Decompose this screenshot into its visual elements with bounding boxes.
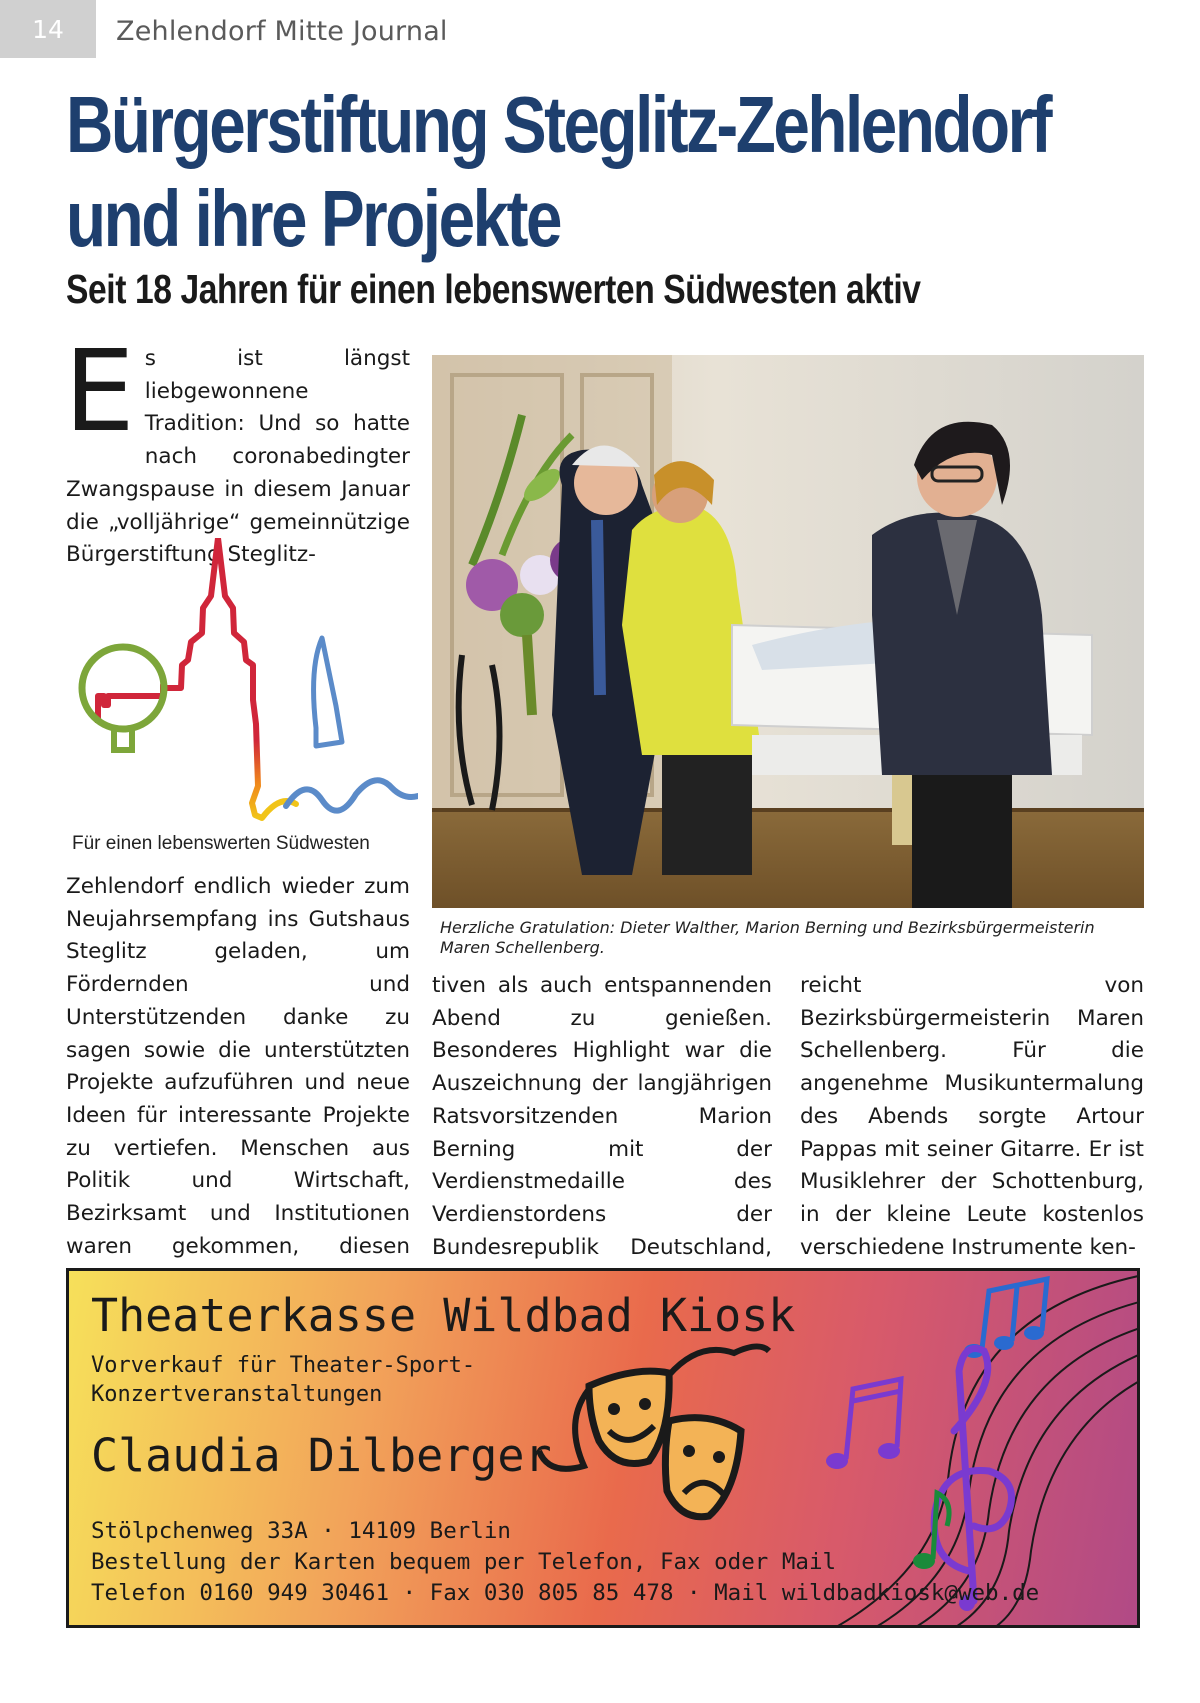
ad-contact-block [91,1516,1039,1609]
ad-contact-line: Telefon 0160 949 30461 · Fax 030 805 85 478 · Mail wildbadkiosk@web.de [91,1580,1040,1606]
ad-title: Theaterkasse Wildbad Kiosk [91,1289,796,1342]
article-subheadline: Seit 18 Jahren für einen lebenswerten Südwesten aktiv [66,266,921,312]
journal-title: Zehlendorf Mitte Journal [116,16,448,47]
theater-ticket-ad [66,1268,1140,1628]
ad-address: Stölpchenweg 33A · 14109 Berlin [91,1518,511,1544]
music-notes-purple-icon [826,1379,901,1469]
tower-outline-icon [98,538,296,818]
intro-text: s ist längst liebgewonnene Tradition: Und so hatte nach coronabedingter Zwangspause in diesem Januar die „volljährige“ gemeinnützige Bürgerstiftung Steglitz- [66,346,410,568]
photo-illustration [432,355,1144,908]
logo-caption: Für einen lebenswerten Südwesten [72,833,370,854]
article-column-3: reicht von Bezirksbürgermeisterin Maren Schellenberg. Für die angenehme Musikuntermalung des Abends sorgte Artour Pappas mit seiner Gitarre. Er ist Musiklehrer der Schottenburg, in der kleine Leute kostenlos verschiedene Instrumente ken- [800,973,1144,1260]
foundation-logo [60,538,418,848]
page-number: 14 [0,0,96,58]
ad-order-note: Bestellung der Karten bequem per Telefon, Fax oder Mail [91,1549,837,1575]
article-column-2: tiven als auch entspannenden Abend zu genießen. Besonderes Highlight war die Auszeichnung der langjährigen Ratsvorsitzenden Marion Berning mit der Verdienstmedaille des Verdienstordens der Bundesrepublik Deutschland, [432,973,772,1260]
headline-line-2: und ihre Projekte [66,174,561,263]
sailboat-icon [286,638,418,811]
ad-subtitle-line-1: Vorverkauf für Theater-Sport- [91,1353,476,1378]
photo-caption: Herzliche Gratulation: Dieter Walther, Marion Berning und Bezirksbürgermeisterin Maren Schellenberg. [440,918,1095,957]
ad-subtitle-line-2: Konzertveranstaltungen [91,1382,383,1407]
award-ceremony-photo [432,355,1144,908]
dropcap: E [64,327,135,457]
ad-subtitle [91,1351,475,1409]
article-headline [66,78,1051,266]
theater-masks-icon [539,1346,769,1516]
ad-owner-name: Claudia Dilberger [91,1429,552,1482]
article-column-1: Zehlendorf endlich wieder zum Neujahrsempfang ins Gutshaus Steglitz geladen, um Fördernden und Unterstützenden danke zu sagen sowie die unterstützten Projekte aufzuführen und neue Ideen für interessante Projekte zu vertiefen. Menschen aus Politik und Wirtschaft, Bezirksamt und Institutionen waren gekommen, diesen [66,874,410,1259]
headline-line-1: Bürgerstiftung Steglitz-Zehlendorf [66,80,1051,169]
